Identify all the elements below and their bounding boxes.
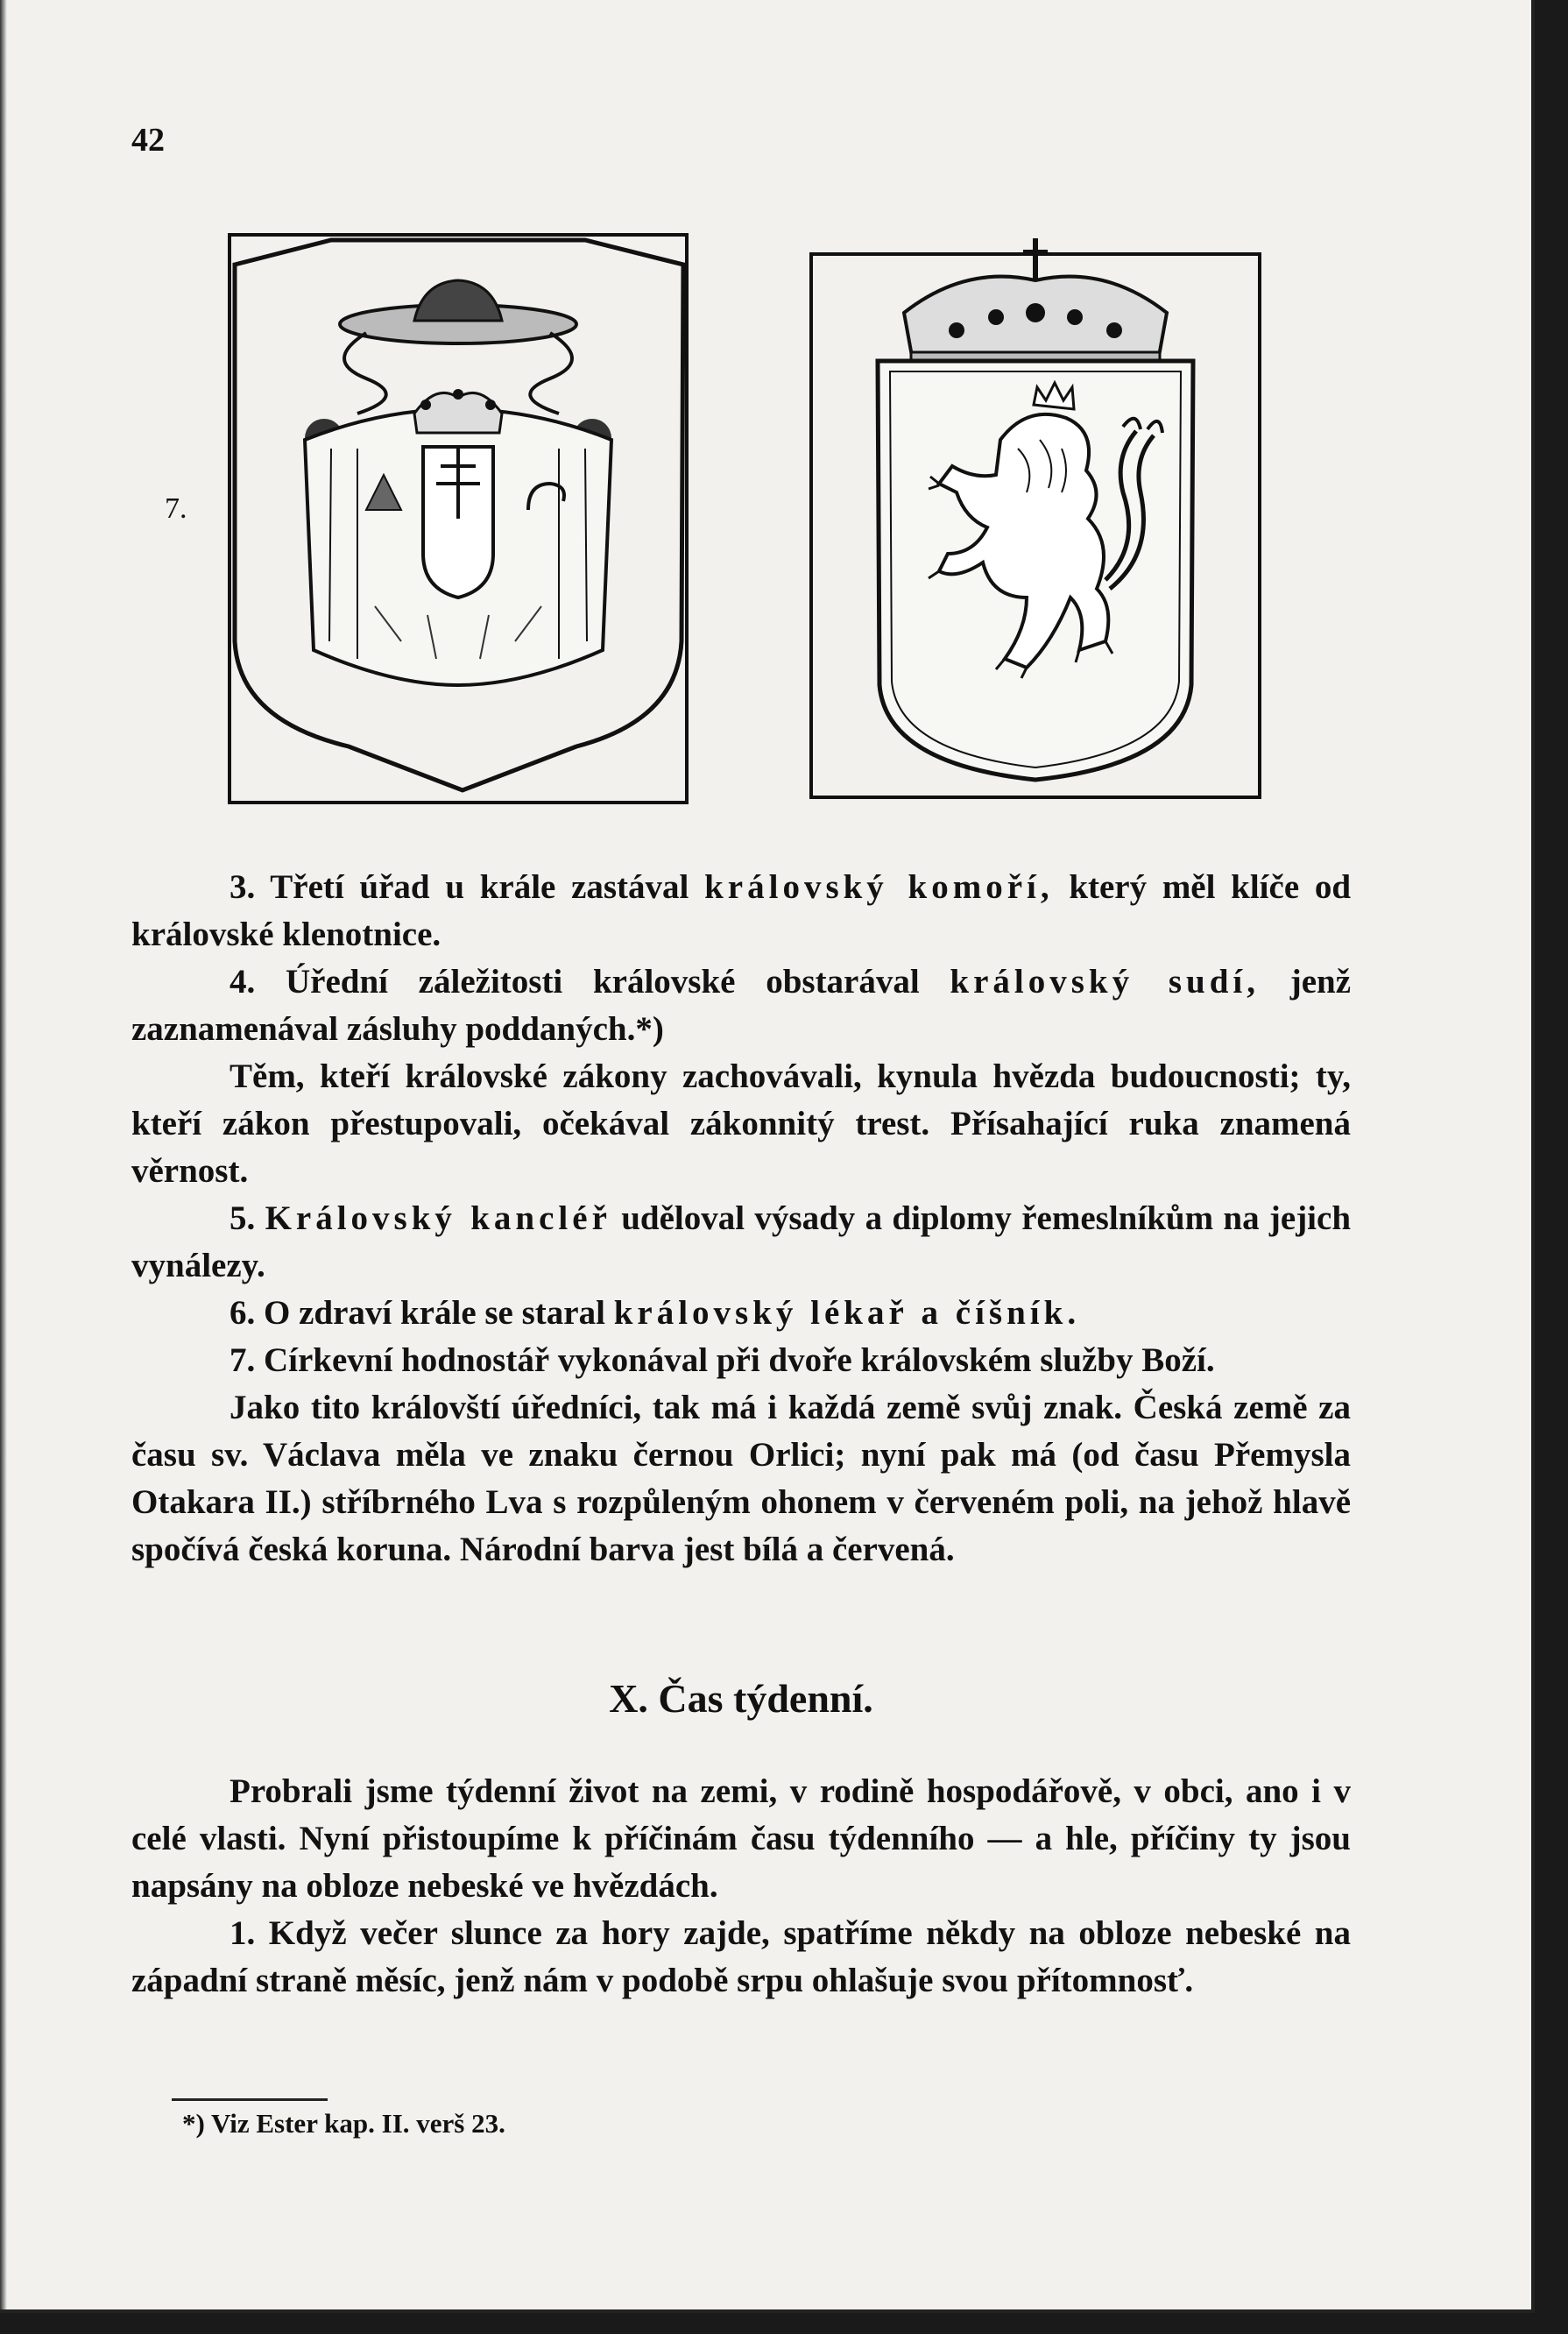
bohemian-lion-coat-of-arms-illustration xyxy=(808,230,1263,801)
body-text-part2 xyxy=(131,1768,1351,2005)
item-6: 6. O zdraví krále se staral královský lékař a číšník. xyxy=(230,1294,1081,1332)
item-4: 4. Úřední záležitosti královské obstarával královský sudí, jenž zaznamenával zásluhy poddaných.*) xyxy=(131,963,1352,1048)
paragraph-oath: Těm, kteří královské zákony zachovávali, kynula hvězda budoucnosti; ty, kteří zákon přestupovali, očekával zákonnitý trest. Přísahající ruka znamená věrnost. xyxy=(131,1057,1351,1190)
section-heading: X. Čas týdenní. xyxy=(609,1676,873,1721)
footnote: *) Viz Ester kap. II. verš 23. xyxy=(182,2108,505,2139)
church-coat-of-arms-illustration xyxy=(226,230,690,808)
item-7: 7. Církevní hodnostář vykonával při dvoře královském služby Boží. xyxy=(230,1341,1215,1379)
footnote-rule xyxy=(172,2098,328,2101)
paragraph-week-intro: Probrali jsme týdenní život na zemi, v rodině hospodářově, v obci, ano i v celé vlasti. Nyní přistoupíme k příčinám času týdenního — a hle, příčiny ty jsou napsány na obloze nebeské ve hvězdách. xyxy=(131,1772,1351,1905)
item-5: 5. Královský kancléř uděloval výsady a diplomy řemeslníkům na jejich vynálezy. xyxy=(131,1199,1352,1284)
page-number: 42 xyxy=(131,122,165,159)
item-3: 3. Třetí úřad u krále zastával královský komoří, který měl klíče od královské klenotnice. xyxy=(131,868,1352,953)
body-text-part1 xyxy=(131,864,1351,1574)
paragraph-emblem: Jako tito královští úředníci, tak má i každá země svůj znak. Česká země za času sv. Václava měla ve znaku černou Orlici; nyní pak má (od času Přemysla Otakara II.) stříbrného Lva s rozpůleným ohonem v červeném poli, na jehož hlavě spočívá česká koruna. Národní barva jest bílá a červená. xyxy=(131,1389,1351,1568)
page-edge xyxy=(0,0,7,2309)
paragraph-moon: 1. Když večer slunce za hory zajde, spatříme někdy na obloze nebeské na západní straně měsíc, jenž nám v podobě srpu ohlašuje svou přítomnosť. xyxy=(131,1914,1351,1999)
figure-label: 7. xyxy=(165,492,187,525)
